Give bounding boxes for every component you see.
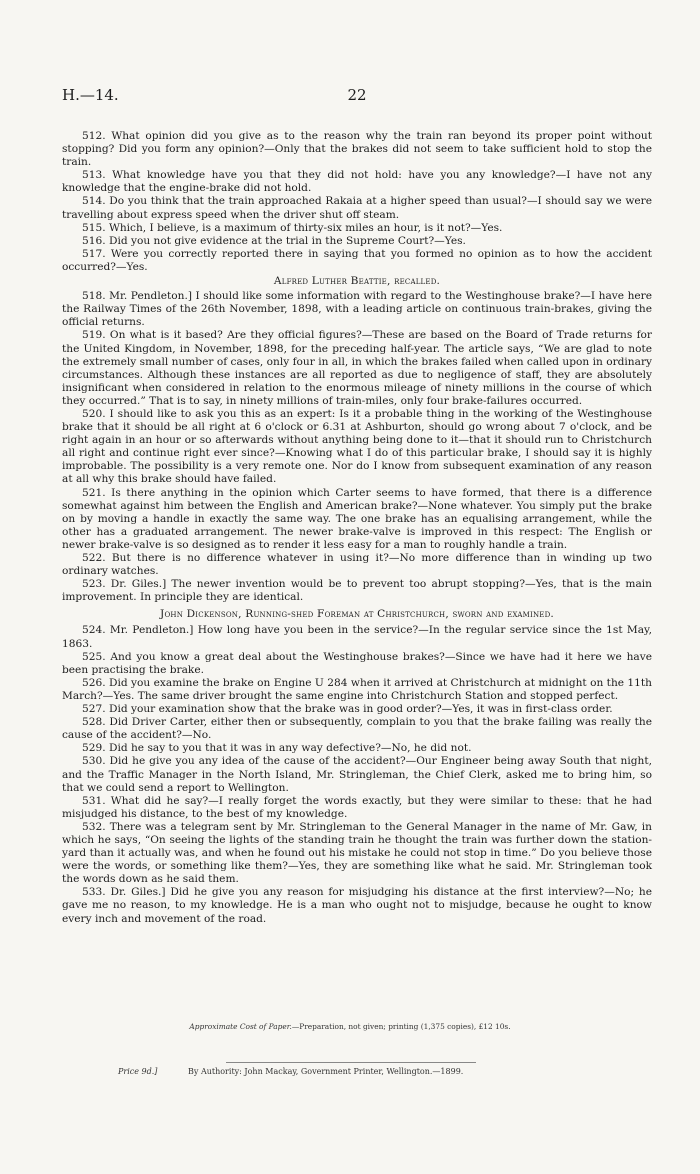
paragraph: 532. There was a telegram sent by Mr. Stringleman to the General Manager in the name of Mr. Gaw, in which he says, “On seeing the lights of the standing train he thought the train was further down the station-yard than it actually was, and when he found out his mistake he could not stop in time.” Do you believe those were the words, or something like them?—Yes, they are something like what he said. Mr. Stringleman took the words down as he said them.	[62, 820, 652, 886]
witness-heading: Alfred Luther Beattie, recalled.	[273, 275, 441, 288]
document-code: H.—14.	[62, 86, 119, 104]
paragraph: 519. On what is it based? Are they official figures?—These are based on the Board of Trade returns for the United Kingdom, in November, 1898, for the preceding half-year. The article says, “We are glad to note the extremely small number of cases, only four in all, in which the brakes failed when called upon in ordinary circumstances. Although these instances are all reported as due to negligence of staff, they are absolutely insignificant when considered in relation to the enormous mileage of ninety millions in the course of which they occurred.” That is to say, in ninety millions of train-miles, only four brake-failures occurred.	[62, 329, 652, 407]
paragraph: 517. Were you correctly reported there in saying that you formed no opinion as to how the accident occurred?—Yes.	[62, 247, 652, 273]
witness-heading: John Dickenson, Running-shed Foreman at Christchurch, sworn and examined.	[160, 608, 554, 621]
cost-of-paper-line	[0, 1022, 700, 1031]
cost-text: —Preparation, not given; printing (1,375 copies), £12 10s.	[291, 1022, 511, 1031]
paragraph: 529. Did he say to you that it was in any way defective?—No, he did not.	[82, 742, 472, 755]
page-number: 22	[347, 86, 367, 104]
paragraph: 526. Did you examine the brake on Engine U 284 when it arrived at Christchurch at midnight on the 11th March?—Yes. The same driver brought the same engine into Christchurch Station and stopped perfect.	[62, 676, 652, 702]
paragraph: 512. What opinion did you give as to the reason why the train ran beyond its proper point without stopping? Did you form any opinion?—Only that the brakes did not seem to take sufficient hold to stop the train.	[62, 130, 652, 169]
paragraph: 533. Dr. Giles.] Did he give you any reason for misjudging his distance at the first interview?—No; he gave me no reason, to my knowledge. He is a man who ought not to misjudge, because he ought to know every inch and movement of the road.	[62, 886, 652, 925]
paragraph: 531. What did he say?—I really forget the words exactly, but they were similar to these: that he had misjudged his distance, to the best of my knowledge.	[62, 794, 652, 820]
paragraph: 522. But there is no difference whatever in using it?—No more difference than in winding up two ordinary watches.	[62, 552, 652, 578]
paragraph: 530. Did he give you any idea of the cause of the accident?—Our Engineer being away South that night, and the Traffic Manager in the North Island, Mr. Stringleman, the Chief Clerk, asked me to bring him, so that we could send a report to Wellington.	[62, 755, 652, 794]
paragraph: 518. Mr. Pendleton.] I should like some information with regard to the Westinghouse brake?—I have here the Railway Times of the 26th November, 1898, with a leading article on continuous train-brakes, giving the official returns.	[62, 290, 652, 329]
cost-label: Approximate Cost of Paper.	[189, 1022, 292, 1031]
document-body	[62, 130, 652, 926]
paragraph: 523. Dr. Giles.] The newer invention would be to prevent too abrupt stopping?—Yes, that is the main improvement. In principle they are identical.	[62, 578, 652, 604]
authority-line: By Authority: John Mackay, Government Printer, Wellington.—1899.	[188, 1067, 464, 1076]
paragraph: 513. What knowledge have you that they did not hold: have you any knowledge?—I have not any knowledge that the engine-brake did not hold.	[62, 169, 652, 195]
paragraph: 525. And you know a great deal about the Westinghouse brakes?—Since we have had it here we have been practising the brake.	[62, 650, 652, 676]
footer-rule	[226, 1062, 476, 1063]
paragraph: 515. Which, I believe, is a maximum of thirty-six miles an hour, is it not?—Yes.	[82, 221, 503, 234]
paragraph: 528. Did Driver Carter, either then or subsequently, complain to you that the brake failing was really the cause of the accident?—No.	[62, 716, 652, 742]
price-label: Price 9d.]	[118, 1067, 158, 1076]
paragraph: 524. Mr. Pendleton.] How long have you been in the service?—In the regular service since the 1st May, 1863.	[62, 624, 652, 650]
page-header	[62, 86, 652, 108]
paragraph: 527. Did your examination show that the brake was in good order?—Yes, it was in first-class order.	[82, 703, 613, 716]
paragraph: 520. I should like to ask you this as an expert: Is it a probable thing in the working of the Westinghouse brake that it should be all right at 6 o'clock or 6.31 at Ashburton, should go wrong about 7 o'clock, and be right again in an hour or so afterwards without anything being done to it—that it should run to Christchurch all right and continue right ever since?—Knowing what I do of this particular brake, I should say it is highly improbable. The possibility is a very remote one. Nor do I know from subsequent examination of any reason at all why this brake should have failed.	[62, 407, 652, 486]
paragraph: 516. Did you not give evidence at the trial in the Supreme Court?—Yes.	[82, 234, 466, 247]
paragraph: 521. Is there anything in the opinion which Carter seems to have formed, that there is a difference somewhat against him between the English and American brake?—None whatever. You simply put the brake on by moving a handle in exactly the same way. The one brake has an equalising arrangement, while the other has a graduated arrangement. The newer brake-valve is improved in this respect: The English or newer brake-valve is so designed as to render it less easy for a man to roughly handle a train.	[62, 486, 652, 551]
page-footer	[0, 1062, 700, 1078]
paragraph: 514. Do you think that the train approached Rakaia at a higher speed than usual?—I should say we were travelling about express speed when the driver shut off steam.	[62, 195, 652, 221]
